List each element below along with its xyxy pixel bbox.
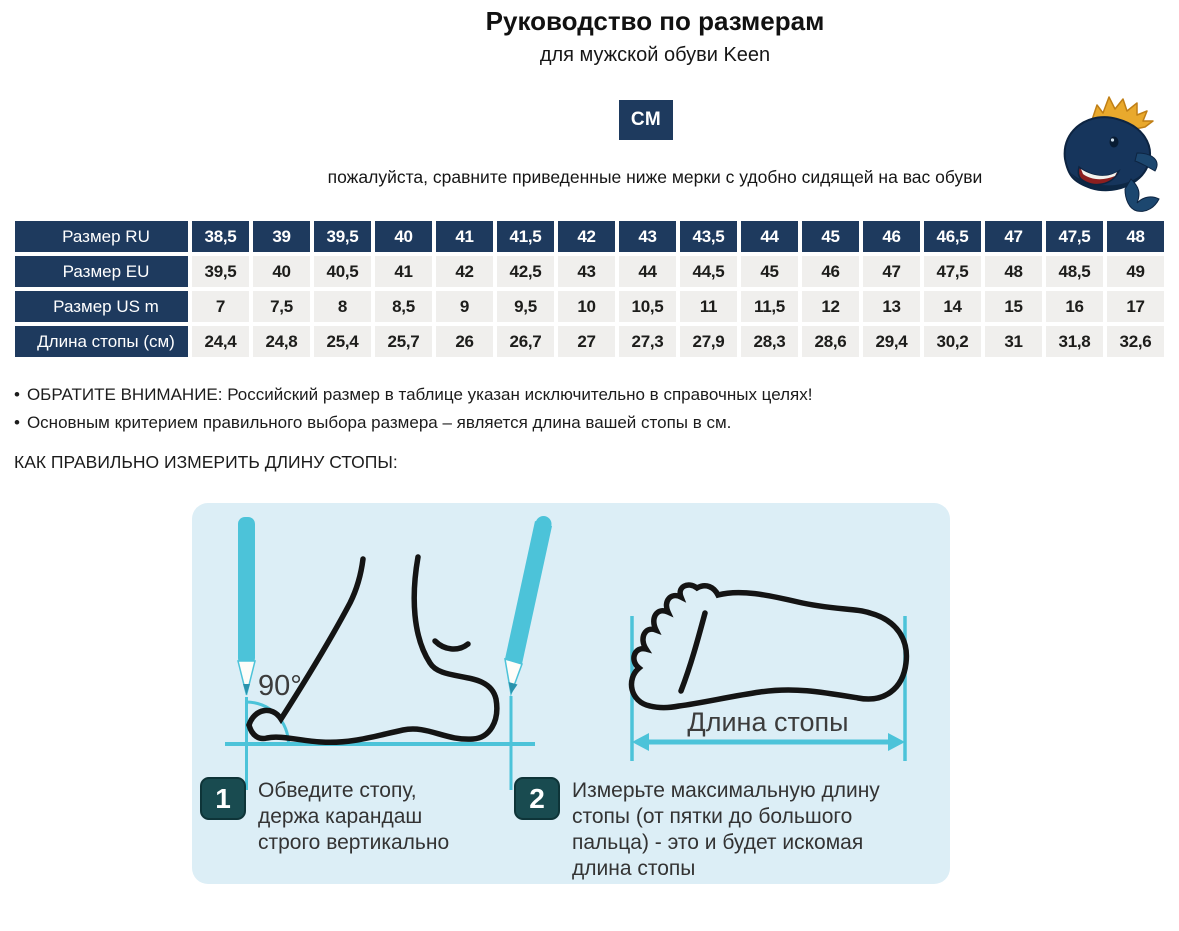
foot-profile-outline: [249, 557, 497, 742]
size-cell: 38,5: [192, 221, 249, 252]
size-cell: 45: [802, 221, 859, 252]
foot-length-label: Длина стопы: [687, 707, 849, 737]
size-cell: 49: [1107, 256, 1164, 287]
size-cell: 43: [619, 221, 676, 252]
size-cell: 40,5: [314, 256, 371, 287]
size-cell: 43: [558, 256, 615, 287]
size-cell: 31: [985, 326, 1042, 357]
whale-eye: [1110, 137, 1119, 148]
size-cell: 42: [436, 256, 493, 287]
size-cell: 28,3: [741, 326, 798, 357]
size-cell: 24,8: [253, 326, 310, 357]
pencil-tilted-icon: [505, 516, 552, 694]
size-cell: 44,5: [680, 256, 737, 287]
size-cell: 40: [375, 221, 432, 252]
size-cell: 31,8: [1046, 326, 1103, 357]
size-cell: 45: [741, 256, 798, 287]
size-cell: 24,4: [192, 326, 249, 357]
intro-text: пожалуйста, сравните приведенные ниже мерки с удобно сидящей на вас обуви: [327, 167, 983, 187]
size-cell: 26: [436, 326, 493, 357]
size-cell: 48,5: [1046, 256, 1103, 287]
table-row: [15, 221, 1164, 252]
table-row: [15, 256, 1164, 287]
size-cell: 7,5: [253, 291, 310, 322]
row-label: Длина стопы (см): [15, 326, 188, 357]
size-cell: 13: [863, 291, 920, 322]
size-cell: 41: [375, 256, 432, 287]
size-cell: 25,7: [375, 326, 432, 357]
step-2-text: Измерьте максимальную длину стопы (от пятки до большого пальца) - это и будет искомая длина стопы: [572, 779, 880, 880]
size-cell: 39,5: [192, 256, 249, 287]
size-cell: 27,9: [680, 326, 737, 357]
size-cell: 17: [1107, 291, 1164, 322]
size-cell: 40: [253, 256, 310, 287]
size-table: [11, 217, 1168, 361]
size-cell: 12: [802, 291, 859, 322]
note-text: ОБРАТИТЕ ВНИМАНИЕ: Российский размер в таблице указан исключительно в справочных целях!: [26, 385, 813, 404]
size-cell: 9: [436, 291, 493, 322]
size-cell: 30,2: [924, 326, 981, 357]
step-1-text: Обведите стопу, держа карандаш строго вертикально: [258, 779, 450, 854]
size-cell: 39,5: [314, 221, 371, 252]
size-cell: 11,5: [741, 291, 798, 322]
bullet-icon: •: [14, 385, 20, 404]
note-item: [14, 385, 812, 405]
whale-tail: [1125, 179, 1159, 211]
note-item: [14, 413, 812, 433]
size-cell: 48: [985, 256, 1042, 287]
whale-mascot-icon: [1051, 95, 1163, 217]
bullet-icon: •: [14, 413, 20, 432]
measure-diagram-panel: [192, 503, 950, 884]
size-cell: 8: [314, 291, 371, 322]
size-cell: 9,5: [497, 291, 554, 322]
size-cell: 10,5: [619, 291, 676, 322]
size-cell: 8,5: [375, 291, 432, 322]
size-cell: 27: [558, 326, 615, 357]
size-cell: 7: [192, 291, 249, 322]
page-subtitle: для мужской обуви Keen: [539, 44, 771, 66]
size-cell: 46: [802, 256, 859, 287]
unit-cm-badge: СМ: [619, 100, 673, 140]
size-cell: 46: [863, 221, 920, 252]
size-cell: 46,5: [924, 221, 981, 252]
size-cell: 27,3: [619, 326, 676, 357]
size-cell: 44: [741, 221, 798, 252]
step-1: [200, 777, 449, 856]
size-cell: 42,5: [497, 256, 554, 287]
size-cell: 47,5: [924, 256, 981, 287]
row-label: Размер RU: [15, 221, 188, 252]
size-cell: 41,5: [497, 221, 554, 252]
table-row: [15, 291, 1164, 322]
table-row: [15, 326, 1164, 357]
size-cell: 16: [1046, 291, 1103, 322]
size-cell: 41: [436, 221, 493, 252]
measure-section-heading: КАК ПРАВИЛЬНО ИЗМЕРИТЬ ДЛИНУ СТОПЫ:: [14, 452, 398, 472]
notes-list: [14, 385, 812, 441]
step-2: [514, 777, 880, 882]
size-cell: 48: [1107, 221, 1164, 252]
note-text: Основным критерием правильного выбора размера – является длина вашей стопы в см.: [26, 413, 732, 432]
foot-sole-outline: [631, 585, 906, 708]
size-cell: 43,5: [680, 221, 737, 252]
size-cell: 47: [863, 256, 920, 287]
size-cell: 14: [924, 291, 981, 322]
size-cell: 44: [619, 256, 676, 287]
angle-label: 90°: [258, 670, 302, 702]
size-table-body: [15, 221, 1164, 357]
size-cell: 32,6: [1107, 326, 1164, 357]
size-cell: 29,4: [863, 326, 920, 357]
page-title: Руководство по размерам: [485, 6, 825, 36]
size-cell: 47: [985, 221, 1042, 252]
pencil-vertical-icon: [238, 517, 255, 695]
size-cell: 11: [680, 291, 737, 322]
row-label: Размер EU: [15, 256, 188, 287]
row-label: Размер US m: [15, 291, 188, 322]
size-cell: 42: [558, 221, 615, 252]
size-cell: 10: [558, 291, 615, 322]
step-1-badge: 1: [200, 777, 246, 820]
step-2-badge: 2: [514, 777, 560, 820]
size-cell: 25,4: [314, 326, 371, 357]
size-cell: 15: [985, 291, 1042, 322]
size-cell: 26,7: [497, 326, 554, 357]
size-cell: 28,6: [802, 326, 859, 357]
size-cell: 39: [253, 221, 310, 252]
size-cell: 47,5: [1046, 221, 1103, 252]
